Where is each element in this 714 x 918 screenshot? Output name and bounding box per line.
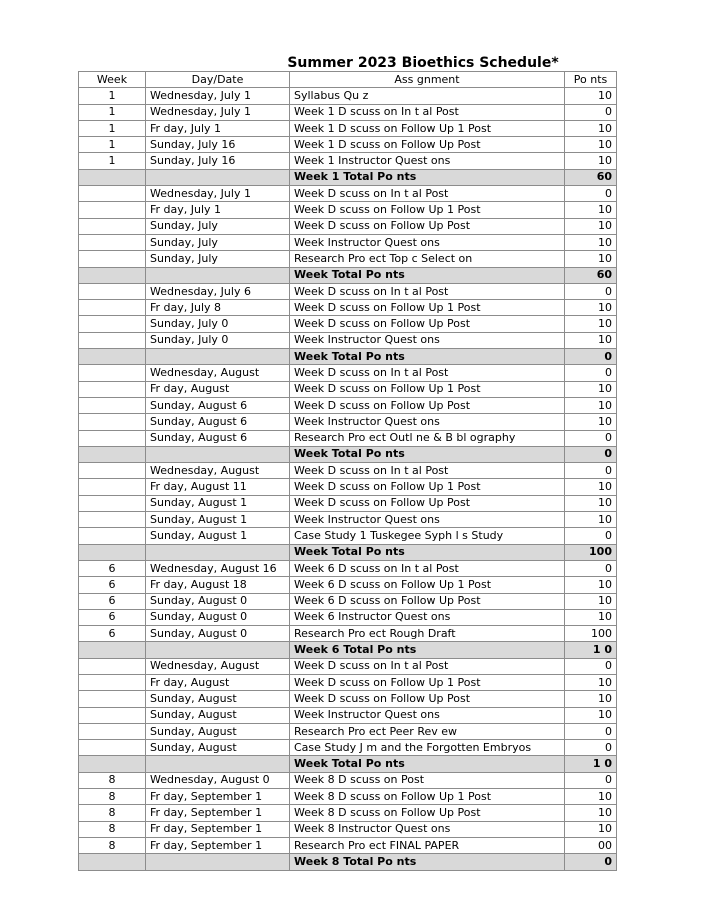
points-cell: 0 [565, 560, 617, 576]
week-cell: 6 [79, 609, 146, 625]
assignment-cell: Week Instructor Quest ons [290, 234, 565, 250]
week-cell: 1 [79, 104, 146, 120]
week-cell [79, 446, 146, 462]
total-label: Week 1 Total Po nts [290, 169, 565, 185]
date-cell: Sunday, July [146, 218, 290, 234]
table-row [79, 674, 617, 690]
week-cell [79, 234, 146, 250]
assignment-cell: Week 1 Instructor Quest ons [290, 153, 565, 169]
table-row [79, 691, 617, 707]
week-total-row [79, 349, 617, 365]
table-row [79, 397, 617, 413]
week-cell: 8 [79, 789, 146, 805]
week-cell [79, 332, 146, 348]
assignment-cell: Research Pro ect Peer Rev ew [290, 723, 565, 739]
table-row [79, 723, 617, 739]
date-cell: Sunday, August 6 [146, 430, 290, 446]
table-row [79, 381, 617, 397]
week-cell [79, 316, 146, 332]
date-cell: Sunday, August 6 [146, 397, 290, 413]
week-cell: 6 [79, 560, 146, 576]
week-column-header: Week [79, 72, 146, 88]
week-total-row [79, 544, 617, 560]
table-row [79, 283, 617, 299]
date-cell: Sunday, August [146, 740, 290, 756]
date-cell: Sunday, July [146, 234, 290, 250]
total-label: Week 6 Total Po nts [290, 642, 565, 658]
points-cell: 0 [565, 430, 617, 446]
total-label: Week Total Po nts [290, 349, 565, 365]
points-cell: 10 [565, 381, 617, 397]
table-header-row [79, 72, 617, 88]
assignment-cell: Week D scuss on Follow Up 1 Post [290, 479, 565, 495]
assignment-cell: Week D scuss on Follow Up 1 Post [290, 202, 565, 218]
week-cell [79, 430, 146, 446]
week-cell [79, 381, 146, 397]
table-row [79, 577, 617, 593]
assignment-cell: Week 1 D scuss on Follow Up Post [290, 137, 565, 153]
date-cell: Sunday, August 0 [146, 593, 290, 609]
date-cell: Wednesday, July 1 [146, 104, 290, 120]
points-cell: 0 [565, 772, 617, 788]
table-row [79, 560, 617, 576]
assignment-cell: Case Study 1 Tuskegee Syph l s Study [290, 528, 565, 544]
total-points: 1 0 [565, 642, 617, 658]
week-cell [79, 544, 146, 560]
table-row [79, 658, 617, 674]
assignment-cell: Week D scuss on In t al Post [290, 283, 565, 299]
week-cell [79, 300, 146, 316]
schedule-body [79, 88, 617, 870]
points-cell: 0 [565, 365, 617, 381]
assignment-cell: Week Instructor Quest ons [290, 707, 565, 723]
date-cell: Fr day, September 1 [146, 837, 290, 853]
points-cell: 10 [565, 397, 617, 413]
date-cell [146, 267, 290, 283]
assignment-cell: Week D scuss on Follow Up Post [290, 316, 565, 332]
total-label: Week Total Po nts [290, 267, 565, 283]
date-cell: Sunday, August [146, 723, 290, 739]
assignment-cell: Week Instructor Quest ons [290, 512, 565, 528]
week-cell [79, 202, 146, 218]
table-row [79, 463, 617, 479]
assignment-cell: Week 8 D scuss on Follow Up 1 Post [290, 789, 565, 805]
week-cell: 1 [79, 88, 146, 104]
week-cell: 1 [79, 153, 146, 169]
week-total-row [79, 642, 617, 658]
table-row [79, 772, 617, 788]
assignment-cell: Week 6 D scuss on Follow Up 1 Post [290, 577, 565, 593]
table-row [79, 120, 617, 136]
points-cell: 00 [565, 837, 617, 853]
week-total-row [79, 267, 617, 283]
date-column-header: Day/Date [146, 72, 290, 88]
week-cell [79, 674, 146, 690]
week-cell [79, 740, 146, 756]
total-points: 0 [565, 854, 617, 870]
date-cell: Fr day, September 1 [146, 821, 290, 837]
week-cell [79, 218, 146, 234]
total-label: Week Total Po nts [290, 544, 565, 560]
date-cell: Wednesday, August 0 [146, 772, 290, 788]
assignment-cell: Case Study J m and the Forgotten Embryos [290, 740, 565, 756]
points-cell: 0 [565, 740, 617, 756]
points-cell: 10 [565, 805, 617, 821]
week-cell [79, 756, 146, 772]
week-total-row [79, 854, 617, 870]
date-cell: Sunday, August [146, 691, 290, 707]
points-cell: 0 [565, 104, 617, 120]
week-cell: 8 [79, 805, 146, 821]
table-row [79, 528, 617, 544]
points-cell: 0 [565, 658, 617, 674]
assignment-cell: Syllabus Qu z [290, 88, 565, 104]
table-row [79, 300, 617, 316]
points-cell: 10 [565, 789, 617, 805]
points-cell: 10 [565, 153, 617, 169]
date-cell: Sunday, July 16 [146, 153, 290, 169]
week-cell [79, 267, 146, 283]
points-cell: 10 [565, 332, 617, 348]
date-cell: Sunday, August 1 [146, 512, 290, 528]
date-cell [146, 544, 290, 560]
total-points: 0 [565, 446, 617, 462]
date-cell: Wednesday, July 1 [146, 88, 290, 104]
table-row [79, 202, 617, 218]
week-total-row [79, 756, 617, 772]
week-total-row [79, 446, 617, 462]
date-cell: Fr day, August 18 [146, 577, 290, 593]
table-row [79, 218, 617, 234]
week-cell [79, 283, 146, 299]
points-cell: 0 [565, 186, 617, 202]
assignment-cell: Week D scuss on In t al Post [290, 186, 565, 202]
points-cell: 100 [565, 626, 617, 642]
points-cell: 10 [565, 479, 617, 495]
week-cell [79, 723, 146, 739]
assignment-cell: Week D scuss on Follow Up Post [290, 218, 565, 234]
date-cell: Sunday, August 0 [146, 609, 290, 625]
date-cell: Fr day, September 1 [146, 789, 290, 805]
table-row [79, 789, 617, 805]
points-cell: 10 [565, 821, 617, 837]
week-cell [79, 495, 146, 511]
points-cell: 10 [565, 316, 617, 332]
table-row [79, 821, 617, 837]
assignment-cell: Week D scuss on In t al Post [290, 365, 565, 381]
table-row [79, 104, 617, 120]
table-row [79, 495, 617, 511]
week-cell [79, 528, 146, 544]
week-cell: 1 [79, 120, 146, 136]
points-cell: 10 [565, 609, 617, 625]
total-points: 0 [565, 349, 617, 365]
points-cell: 10 [565, 218, 617, 234]
table-row [79, 316, 617, 332]
assignment-cell: Week Instructor Quest ons [290, 332, 565, 348]
assignment-cell: Research Pro ect FINAL PAPER [290, 837, 565, 853]
assignment-cell: Week 6 Instructor Quest ons [290, 609, 565, 625]
date-cell: Sunday, July [146, 251, 290, 267]
date-cell: Sunday, July 0 [146, 332, 290, 348]
points-cell: 10 [565, 300, 617, 316]
assignment-cell: Week D scuss on Follow Up Post [290, 495, 565, 511]
assignment-cell: Week 6 D scuss on Follow Up Post [290, 593, 565, 609]
points-cell: 10 [565, 88, 617, 104]
date-cell: Fr day, September 1 [146, 805, 290, 821]
table-row [79, 707, 617, 723]
table-row [79, 88, 617, 104]
assignment-cell: Research Pro ect Rough Draft [290, 626, 565, 642]
table-row [79, 365, 617, 381]
week-cell [79, 691, 146, 707]
date-cell: Fr day, July 1 [146, 120, 290, 136]
date-cell: Fr day, August [146, 381, 290, 397]
date-cell: Fr day, August 11 [146, 479, 290, 495]
points-cell: 10 [565, 674, 617, 690]
assignment-cell: Week D scuss on Follow Up 1 Post [290, 674, 565, 690]
points-cell: 10 [565, 495, 617, 511]
week-cell: 8 [79, 821, 146, 837]
points-cell: 10 [565, 202, 617, 218]
date-cell: Wednesday, July 1 [146, 186, 290, 202]
week-cell [79, 707, 146, 723]
date-cell: Wednesday, July 6 [146, 283, 290, 299]
week-cell [79, 854, 146, 870]
total-label: Week Total Po nts [290, 446, 565, 462]
table-row [79, 626, 617, 642]
table-row [79, 234, 617, 250]
page-title: Summer 2023 Bioethics Schedule* [287, 55, 559, 71]
table-row [79, 805, 617, 821]
date-cell: Wednesday, August [146, 658, 290, 674]
date-cell: Sunday, August 1 [146, 528, 290, 544]
week-cell: 8 [79, 772, 146, 788]
week-cell [79, 479, 146, 495]
total-label: Week 8 Total Po nts [290, 854, 565, 870]
date-cell: Sunday, August 1 [146, 495, 290, 511]
week-cell [79, 251, 146, 267]
total-points: 100 [565, 544, 617, 560]
week-cell [79, 186, 146, 202]
table-row [79, 153, 617, 169]
points-cell: 0 [565, 723, 617, 739]
date-cell [146, 756, 290, 772]
date-cell: Fr day, July 1 [146, 202, 290, 218]
assignment-cell: Week D scuss on Follow Up Post [290, 397, 565, 413]
table-row [79, 332, 617, 348]
week-cell [79, 512, 146, 528]
assignment-cell: Week D scuss on In t al Post [290, 658, 565, 674]
points-cell: 10 [565, 577, 617, 593]
points-cell: 10 [565, 120, 617, 136]
assignment-cell: Week 1 D scuss on Follow Up 1 Post [290, 120, 565, 136]
table-row [79, 251, 617, 267]
table-row [79, 512, 617, 528]
table-row [79, 593, 617, 609]
assignment-cell: Research Pro ect Outl ne & B bl ography [290, 430, 565, 446]
points-cell: 10 [565, 512, 617, 528]
assignment-cell: Week D scuss on Follow Up Post [290, 691, 565, 707]
date-cell [146, 446, 290, 462]
date-cell [146, 169, 290, 185]
total-points: 60 [565, 267, 617, 283]
points-column-header: Po nts [565, 72, 617, 88]
points-cell: 10 [565, 414, 617, 430]
points-cell: 10 [565, 234, 617, 250]
date-cell: Sunday, August 6 [146, 414, 290, 430]
assignment-cell: Week 8 Instructor Quest ons [290, 821, 565, 837]
points-cell: 0 [565, 528, 617, 544]
week-total-row [79, 169, 617, 185]
assignment-cell: Week 8 D scuss on Follow Up Post [290, 805, 565, 821]
assignment-cell: Week D scuss on In t al Post [290, 463, 565, 479]
points-cell: 0 [565, 463, 617, 479]
week-cell [79, 658, 146, 674]
week-cell [79, 642, 146, 658]
table-row [79, 137, 617, 153]
points-cell: 10 [565, 593, 617, 609]
table-row [79, 430, 617, 446]
schedule-table [78, 71, 617, 871]
week-cell: 6 [79, 577, 146, 593]
date-cell [146, 642, 290, 658]
date-cell: Sunday, August 0 [146, 626, 290, 642]
assignment-cell: Week D scuss on Follow Up 1 Post [290, 381, 565, 397]
table-row [79, 609, 617, 625]
table-row [79, 414, 617, 430]
week-cell: 8 [79, 837, 146, 853]
points-cell: 0 [565, 283, 617, 299]
date-cell [146, 349, 290, 365]
week-cell [79, 365, 146, 381]
table-row [79, 837, 617, 853]
week-cell [79, 349, 146, 365]
assignment-cell: Week 8 D scuss on Post [290, 772, 565, 788]
week-cell [79, 397, 146, 413]
assignment-column-header: Ass gnment [290, 72, 565, 88]
points-cell: 10 [565, 707, 617, 723]
date-cell: Sunday, July 16 [146, 137, 290, 153]
week-cell [79, 414, 146, 430]
total-label: Week Total Po nts [290, 756, 565, 772]
week-cell: 6 [79, 626, 146, 642]
date-cell: Wednesday, August [146, 463, 290, 479]
date-cell: Wednesday, August 16 [146, 560, 290, 576]
date-cell: Fr day, August [146, 674, 290, 690]
points-cell: 10 [565, 251, 617, 267]
assignment-cell: Week 6 D scuss on In t al Post [290, 560, 565, 576]
date-cell: Fr day, July 8 [146, 300, 290, 316]
date-cell: Sunday, August [146, 707, 290, 723]
date-cell: Wednesday, August [146, 365, 290, 381]
total-points: 60 [565, 169, 617, 185]
week-cell [79, 169, 146, 185]
assignment-cell: Research Pro ect Top c Select on [290, 251, 565, 267]
table-row [79, 740, 617, 756]
week-cell [79, 463, 146, 479]
points-cell: 10 [565, 137, 617, 153]
week-cell: 1 [79, 137, 146, 153]
table-row [79, 186, 617, 202]
week-cell: 6 [79, 593, 146, 609]
total-points: 1 0 [565, 756, 617, 772]
table-row [79, 479, 617, 495]
date-cell [146, 854, 290, 870]
points-cell: 10 [565, 691, 617, 707]
date-cell: Sunday, July 0 [146, 316, 290, 332]
assignment-cell: Week Instructor Quest ons [290, 414, 565, 430]
assignment-cell: Week D scuss on Follow Up 1 Post [290, 300, 565, 316]
assignment-cell: Week 1 D scuss on In t al Post [290, 104, 565, 120]
